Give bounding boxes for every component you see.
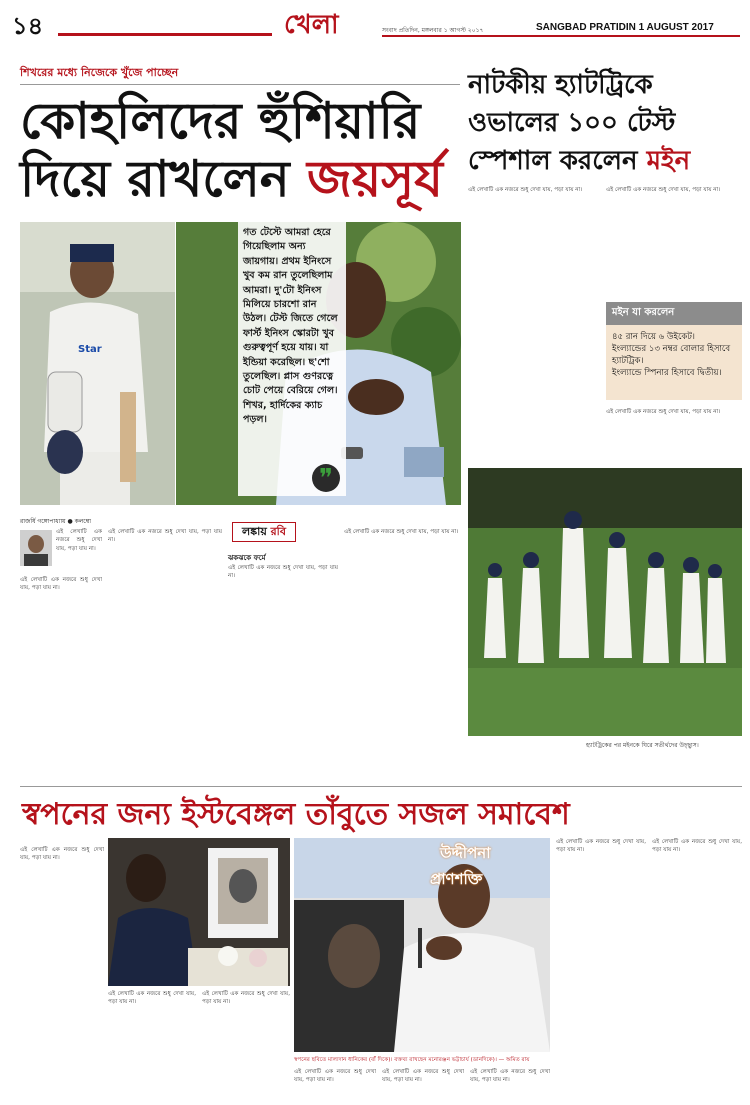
page-number: ১৪ [12,12,44,40]
swapan-body-col7-text: এই লেখাটি এক নজরে শুধু দেখা যায়, পড়া যায় না। [556,839,646,854]
moeen-headline-name: মইন [646,146,691,176]
main-body-col3 [228,564,338,784]
bottom-rule [20,786,742,787]
moeen-body-col3 [606,408,742,464]
main-headline [20,92,460,208]
date-english: SANGBAD PRATIDIN 1 AUGUST 2017 [536,22,714,33]
kicker-rule [20,84,460,85]
swapan-body-col6-text: এই লেখাটি এক নজরে শুধু দেখা যায়, পড়া যায় না। [470,1069,550,1084]
column-heading: ঝকঝকে ফর্মে [228,554,266,562]
masthead-rule-right [382,35,740,37]
main-headline-line2-text: দিয়ে রাখলেন [20,150,307,208]
main-body-col1-text: এই লেখাটি এক নজরে শুধু দেখা যায়, পড়া যায় না। [56,529,102,552]
main-headline-line2 [20,150,460,208]
swapan-body-col5-text: এই লেখাটি এক নজরে শুধু দেখা যায়, পড়া যায় না। [382,1069,464,1084]
swapan-body-col1-text: এই লেখাটি এক নজরে শুধু দেখা যায়, পড়া যায় না। [20,847,104,862]
moeen-box-item-3: ইংল্যান্ডে স্পিনার হিসাবে দ্বিতীয়। [612,368,722,378]
svg-text:Star: Star [78,344,102,355]
tribute-photo [108,838,290,986]
speaker-photo [294,838,550,1052]
byline: রাজর্ষি গঙ্গোপাধ্যায় ● কলম্বো [20,518,91,525]
moeen-headline-line3-text: স্পেশাল করলেন [468,146,647,176]
swapan-body-col7 [556,838,646,1084]
moeen-headline-line2: ওভালের ১০০ টেস্ট [468,108,676,138]
reporter-avatar [20,530,52,566]
column-tag [232,522,296,542]
masthead-rule-left [58,33,272,36]
moeen-body-col1-text: এই লেখাটি এক নজরে শুধু দেখা যায়, পড়া যায় না। [468,187,583,193]
main-body-col2 [108,528,222,784]
moeen-body-col2 [606,186,742,298]
swapan-body-col1 [20,846,104,1084]
swapan-body-col8 [652,838,742,1084]
quote-text: গত টেস্টে আমরা হেরে গিয়েছিলাম অন্য জায়গায়। প্রথম ইনিংসে খুব কম রান তুলেছিলাম আমরা। দু'টো ইনিংস মিলিয়ে চারশো রান উঠল। টেস্ট জিতে গেলে ফার্স্ট ইনিংস স্কোরটা খুব গুরুত্বপূর্ণ হয়ে যায়। যা ইন্ডিয়া করেছিল। ছ'শো তুলেছিল। প্লাস গুণরত্নে চোট পেয়ে বেরিয়ে গেল। শিখর, হার্দিকের ক্যাচ পড়ল। [243,227,338,426]
swapan-body-col3 [202,990,290,1084]
banner-text-2: প্রাণশক্তি [430,870,483,888]
main-body-col4-text: এই লেখাটি এক নজরে শুধু দেখা যায়, পড়া যায় না। [344,529,459,535]
section-title: খেলা [284,10,339,40]
moeen-body-col2-text: এই লেখাটি এক নজরে শুধু দেখা যায়, পড়া যায় না। [606,187,721,193]
kicker: শিখরের মধ্যে নিজেকে খুঁজে পাচ্ছেন [20,66,179,79]
swapan-body-col4-text: এই লেখাটি এক নজরে শুধু দেখা যায়, পড়া যায় না। [294,1069,376,1084]
swapan-headline: স্বপনের জন্য ইস্টবেঙ্গল তাঁবুতে সজল সমাবেশ [22,797,570,832]
moeen-box-item-2: ইংল্যান্ডের ১৩ নম্বর বোলার হিসাবে হ্যাটট্রিক। [612,344,731,366]
main-body-col1 [56,528,102,574]
moeen-body-col3-text: এই লেখাটি এক নজরে শুধু দেখা যায়, পড়া যায় না। [606,409,721,415]
main-body-col4 [344,528,460,784]
main-body-col1b-text: এই লেখাটি এক নজরে শুধু দেখা যায়, পড়া যায় না। [20,577,102,592]
quote-box [238,222,346,496]
moeen-headline [468,66,742,180]
date-bengali: সংবাদ প্রতিদিন, মঙ্গলবার ১ আগস্ট ২০১৭ [382,27,484,34]
main-body-col3-text: এই লেখাটি এক নজরে শুধু দেখা যায়, পড়া যায় না। [228,565,338,580]
main-headline-name: জয়সূর্য [306,150,443,208]
swapan-body-col6 [470,1068,550,1092]
swapan-body-col5 [382,1068,464,1092]
masthead [0,0,750,40]
moeen-box-item-1: ৪৫ রান দিয়ে ৬ উইকেট। [612,332,695,342]
moeen-box [606,302,742,400]
moeen-headline-line3 [468,142,742,180]
moeen-body-col1 [468,186,600,462]
swapan-body-col8-text: এই লেখাটি এক নজরে শুধু দেখা যায়, পড়া যায় না। [652,839,742,854]
swapan-body-col2-text: এই লেখাটি এক নজরে শুধু দেখা যায়, পড়া যায় না। [108,991,196,1006]
dhawan-photo [20,222,175,505]
main-headline-line1: কোহলিদের হুঁশিয়ারি [20,92,421,150]
main-body-col1b [20,576,102,784]
main-body-col2-text: এই লেখাটি এক নজরে শুধু দেখা যায়, পড়া যায় না। [108,529,222,544]
quote-mark-icon: ❞ [312,464,340,492]
swapan-body-col2 [108,990,196,1084]
swapan-body-col4 [294,1068,376,1092]
banner-text-1: উদ্দীপনা [440,844,491,862]
column-tag-accent: রবি [270,525,286,538]
swapan-body-col3-text: এই লেখাটি এক নজরে শুধু দেখা যায়, পড়া যায় না। [202,991,290,1006]
moeen-celebration-photo [468,468,742,736]
swapan-photo-caption: স্বপনের ছবিতে মাল্যদান ধানিকের (বাঁ দিকে)। বক্তব্য রাখছেন মনোরঞ্জন ভট্টাচার্য (ডানদিকে)। — অমিত রায় [294,1057,530,1063]
column-tag-text: লঙ্কায় [242,525,271,538]
moeen-box-title: মইন যা করলেন [606,302,742,325]
moeen-photo-caption: হ্যাটট্রিকের পর মইনকে ঘিরে সতীর্থদের উচ্ছ্বাস। [586,742,699,749]
moeen-headline-line1: নাটকীয় হ্যাটট্রিকে [468,70,653,100]
